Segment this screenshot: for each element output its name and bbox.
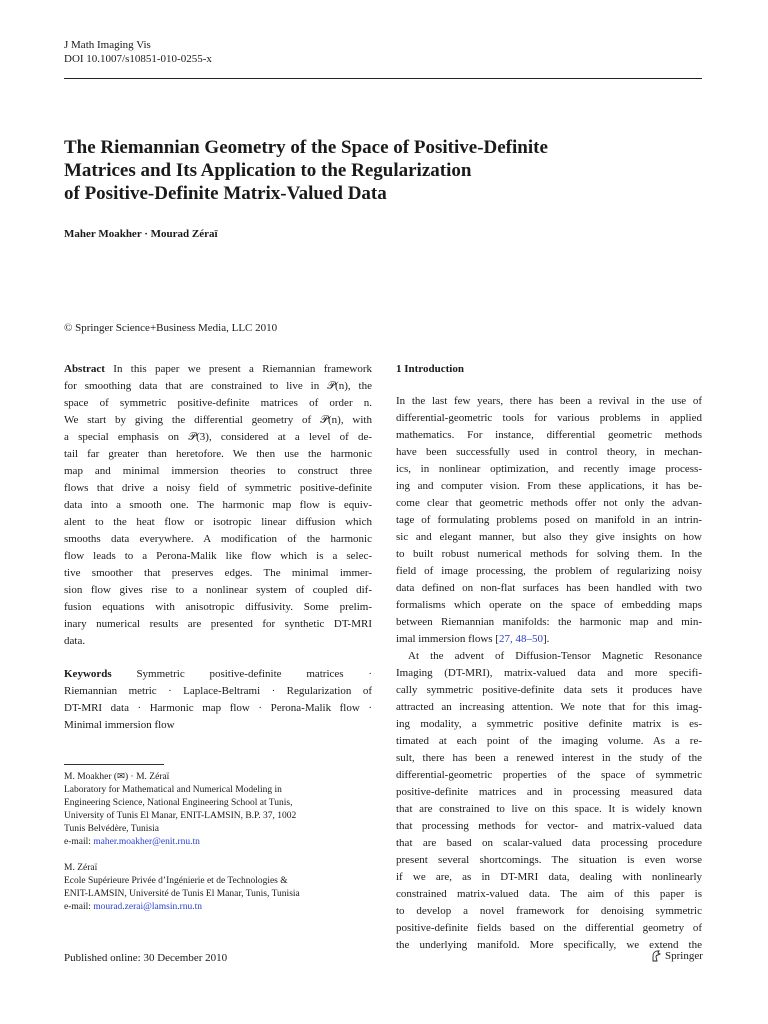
- body-line: if we are, as in DT-MRI data, dealing with nonlinearly: [396, 871, 702, 883]
- keywords-label: Keywords: [64, 668, 112, 680]
- header-rule: [64, 78, 702, 79]
- journal-header: [64, 38, 212, 66]
- title-line: The Riemannian Geometry of the Space of Positive-Definite: [64, 137, 548, 158]
- body-line: to develop a novel framework for denoising symmetric: [396, 905, 702, 917]
- affiliation-names: M. Zéraï: [64, 863, 98, 873]
- body-line: present several shortcomings. The situation is even worse: [396, 854, 702, 866]
- body-line: that are constrained to live on this space. It is widely known: [396, 803, 702, 815]
- body-line: positive-definite fields based on the differential geometry of: [396, 922, 702, 934]
- abstract-line: data into a smooth one. The harmonic map flow is equiv-: [64, 499, 372, 511]
- abstract-line: tail far greater than heretofore. We then use the harmonic: [64, 448, 372, 460]
- body-line: In the last few years, there has been a revival in the use of: [396, 395, 702, 407]
- journal-name: J Math Imaging Vis: [64, 39, 151, 51]
- abstract-line: smooths data everywhere. A modification of the harmonic: [64, 533, 372, 545]
- publisher-name: Springer: [665, 950, 703, 962]
- left-column: [64, 361, 372, 914]
- keywords-line: Keywords Symmetric positive-definite matrices ·: [64, 668, 372, 680]
- body-line: between Riemannian manifolds: the harmonic map and min-: [396, 616, 702, 628]
- body-line: mathematics. For instance, differential geometric methods: [396, 429, 702, 441]
- abstract-line: fusion equations with anisotropic diffusivity. Some prelim-: [64, 601, 372, 613]
- keywords-line: Minimal immersion flow: [64, 719, 175, 731]
- paper-title: [64, 136, 684, 205]
- body-line: that are based on scalar-valued data processing procedure: [396, 837, 702, 849]
- body-line: constrained matrix-valued data. The aim of this paper is: [396, 888, 702, 900]
- title-line: Matrices and Its Application to the Regularization: [64, 160, 472, 181]
- body-line: field of image processing, the problem of regularizing noisy: [396, 565, 702, 577]
- body-line: sult, there has been a renewed interest in the study of the: [396, 752, 702, 764]
- abstract: [64, 361, 372, 650]
- citation-link[interactable]: 27, 48–50: [498, 633, 543, 645]
- abstract-line: for smoothing data that are constrained to live in 𝒫(n), the: [64, 380, 372, 392]
- abstract-line: space of symmetric positive-definite matrices of order n.: [64, 397, 372, 409]
- body-line: At the advent of Diffusion-Tensor Magnetic Resonance: [408, 650, 702, 662]
- springer-horse-icon: [651, 950, 662, 962]
- abstract-line: tive smoother that preserves edges. The minimal immer-: [64, 567, 372, 579]
- abstract-line: Abstract In this paper we present a Riemannian framework: [64, 363, 372, 375]
- abstract-line: sion flow gives rise to a nonlinear system of coupled dif-: [64, 584, 372, 596]
- affiliation-1: [64, 771, 372, 849]
- body-line: differential-geometric properties of the space of symmetric: [396, 769, 702, 781]
- body-line: sic and elegant manner, but also they give insights on how: [396, 531, 702, 543]
- title-line: of Positive-Definite Matrix-Valued Data: [64, 183, 387, 204]
- body-line: ing and computer vision. From these applications, it has be-: [396, 480, 702, 492]
- affiliation-email-line: e-mail: maher.moakher@enit.rnu.tn: [64, 837, 200, 847]
- abstract-label: Abstract: [64, 363, 105, 375]
- body-line: to built robust numerical methods for solving them. In the: [396, 548, 702, 560]
- body-line: positive-definite matrices and in processing measured data: [396, 786, 702, 798]
- body-line: cally symmetric positive-definite data sets it produces have: [396, 684, 702, 696]
- body-line: Imaging (DT-MRI), matrix-valued data and more specifi-: [396, 667, 702, 679]
- affiliation-2: [64, 862, 372, 914]
- body-line: imal immersion flows [27, 48–50].: [396, 633, 550, 645]
- body-line: that processing methods for vector- and matrix-valued data: [396, 820, 702, 832]
- right-column: [396, 361, 702, 954]
- body-line: data defined on non-flat surfaces has been handled with two: [396, 582, 702, 594]
- doi[interactable]: DOI 10.1007/s10851-010-0255-x: [64, 53, 212, 65]
- affiliation-line: University of Tunis El Manar, ENIT-LAMSIN, B.P. 37, 1002: [64, 811, 297, 821]
- body-line: attracted an increasing attention. We note that for this imag-: [396, 701, 702, 713]
- body-line: formalisms which operate on the space of embedding maps: [396, 599, 702, 611]
- body-line: come clear that geometric methods offer not only the advan-: [396, 497, 702, 509]
- authors: Maher Moakher · Mourad Zéraï: [64, 228, 218, 240]
- affiliation-line: Tunis Belvédère, Tunisia: [64, 824, 159, 834]
- body-line: tage of formulating problems posed on manifold in an intrin-: [396, 514, 702, 526]
- abstract-line: data.: [64, 635, 86, 647]
- abstract-line: alent to the heat flow or isotropic linear diffusion which: [64, 516, 372, 528]
- body-line: ics, in nonlinear optimization, and recently image process-: [396, 463, 702, 475]
- intro-paragraph-1: [396, 393, 702, 648]
- email-link[interactable]: mourad.zerai@lamsin.rnu.tn: [93, 902, 203, 912]
- published-date: Published online: 30 December 2010: [64, 952, 228, 964]
- abstract-line: flow leads to a Perona-Malik like flow which is a selec-: [64, 550, 372, 562]
- body-line: differential-geometric tools for various problems in applied: [396, 412, 702, 424]
- abstract-line: a special emphasis on 𝒫(3), considered at a level of de-: [64, 431, 372, 443]
- body-line: ing modality, a symmetric positive definite matrix is es-: [396, 718, 702, 730]
- abstract-line: inary numerical results are presented for synthetic DT-MRI: [64, 618, 372, 630]
- body-line: timated at each point of the imaging volume. As a re-: [396, 735, 702, 747]
- keywords-line: DT-MRI data · Harmonic map flow · Perona-Malik flow ·: [64, 702, 372, 714]
- body-line: have been successfully used in control theory, in mechan-: [396, 446, 702, 458]
- keywords-line: Riemannian metric · Laplace-Beltrami · Regularization of: [64, 685, 372, 697]
- intro-paragraph-2: [396, 648, 702, 954]
- section-heading: 1 Introduction: [396, 363, 464, 375]
- email-link[interactable]: maher.moakher@enit.rnu.tn: [93, 837, 200, 847]
- abstract-line: flows that drive a noisy field of symmetric positive-definite: [64, 482, 372, 494]
- affiliation-names: M. Moakher (✉) · M. Zéraï: [64, 772, 170, 782]
- publisher-logo: [651, 950, 703, 962]
- body-line: the underlying manifold. More specifically, we extend the: [396, 939, 702, 951]
- affiliation-line: ENIT-LAMSIN, Université de Tunis El Manar, Tunis, Tunisia: [64, 889, 300, 899]
- keywords: [64, 666, 372, 734]
- abstract-line: map and minimal immersion theories to construct three: [64, 465, 372, 477]
- affiliation-email-line: e-mail: mourad.zerai@lamsin.rnu.tn: [64, 902, 203, 912]
- affiliation-line: Laboratory for Mathematical and Numerical Modeling in: [64, 785, 282, 795]
- affiliation-line: Ecole Supérieure Privée d’Ingénierie et de Technologies &: [64, 876, 288, 886]
- abstract-line: We start by giving the differential geometry of 𝒫(n), with: [64, 414, 372, 426]
- footnote-rule: [64, 764, 164, 765]
- copyright: © Springer Science+Business Media, LLC 2010: [64, 322, 278, 334]
- affiliation-line: Engineering Science, National Engineering School at Tunis,: [64, 798, 293, 808]
